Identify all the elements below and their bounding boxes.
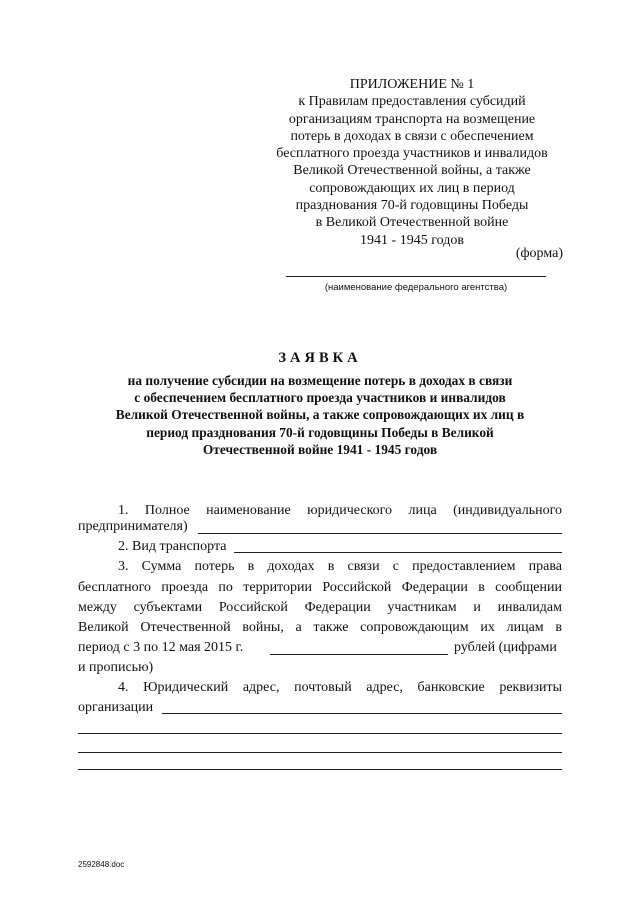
appendix-heading: ПРИЛОЖЕНИЕ № 1	[349, 77, 475, 92]
form-label: (форма)	[515, 246, 563, 261]
item1-line2: предпринимателя)	[78, 519, 188, 534]
appendix-line: бесплатного проезда участников и инвалидов	[276, 146, 548, 162]
item2-fill-field[interactable]	[234, 552, 562, 553]
item4-fill-line[interactable]	[78, 733, 562, 734]
appendix-line: Великой Отечественной войны, а также	[293, 163, 531, 179]
item4-line2: организации	[78, 700, 154, 715]
item3-line6: и прописью)	[78, 660, 154, 675]
item4-line1: 4. Юридический адрес, почтовый адрес, банковские реквизиты	[118, 680, 562, 695]
subtitle-line: на получение субсидии на возмещение потерь в доходах в связи	[127, 373, 513, 388]
agency-name-field[interactable]	[286, 276, 546, 277]
item1-line1: 1. Полное наименование юридического лица (индивидуального	[118, 503, 562, 518]
appendix-line: празднования 70-й годовщины Победы	[295, 198, 529, 214]
item4-fill-line[interactable]	[78, 752, 562, 753]
appendix-header	[262, 76, 562, 249]
item3-line3: между субъектами Российской Федерации участникам и инвалидам	[78, 600, 562, 615]
item3-line2: бесплатного проезда по территории Российской Федерации в сообщении	[78, 580, 562, 595]
document-title: ЗАЯВКА	[278, 350, 362, 366]
item4-fill-line[interactable]	[78, 769, 562, 770]
subtitle-line: Великой Отечественной войны, а также сопровождающих их лиц в	[115, 407, 525, 423]
item3-line5-prefix: период с 3 по 12 мая 2015 г.	[78, 640, 244, 655]
item3-line4: Великой Отечественной войны, а также сопровождающим их лицам в	[78, 620, 562, 635]
footer-filename: 2592848.doc	[78, 860, 125, 869]
item3-line1: 3. Сумма потерь в доходах в связи с предоставлением права	[118, 559, 562, 574]
item3-amount-field[interactable]	[270, 654, 448, 655]
item3-line5-suffix: рублей (цифрами	[454, 640, 557, 655]
subtitle-line: с обеспечением бесплатного проезда участников и инвалидов	[134, 390, 506, 406]
item4-fill-field[interactable]	[162, 713, 562, 714]
appendix-line: организациям транспорта на возмещение	[288, 111, 536, 127]
item1-fill-field[interactable]	[198, 533, 562, 534]
agency-caption: (наименование федерального агентства)	[324, 282, 508, 293]
appendix-line: в Великой Отечественной войне	[315, 215, 509, 231]
document-subtitle	[80, 372, 560, 458]
subtitle-line: Отечественной войне 1941 - 1945 годов	[202, 441, 438, 457]
item2-line1: 2. Вид транспорта	[118, 539, 227, 554]
appendix-line: потерь в доходах в связи с обеспечением	[290, 128, 534, 144]
appendix-line: сопровождающих их лиц в период	[309, 180, 515, 196]
appendix-line: 1941 - 1945 годов	[360, 232, 464, 248]
appendix-line: к Правилам предоставления субсидий	[298, 94, 526, 110]
subtitle-line: период празднования 70-й годовщины Победы в Великой	[146, 424, 494, 440]
